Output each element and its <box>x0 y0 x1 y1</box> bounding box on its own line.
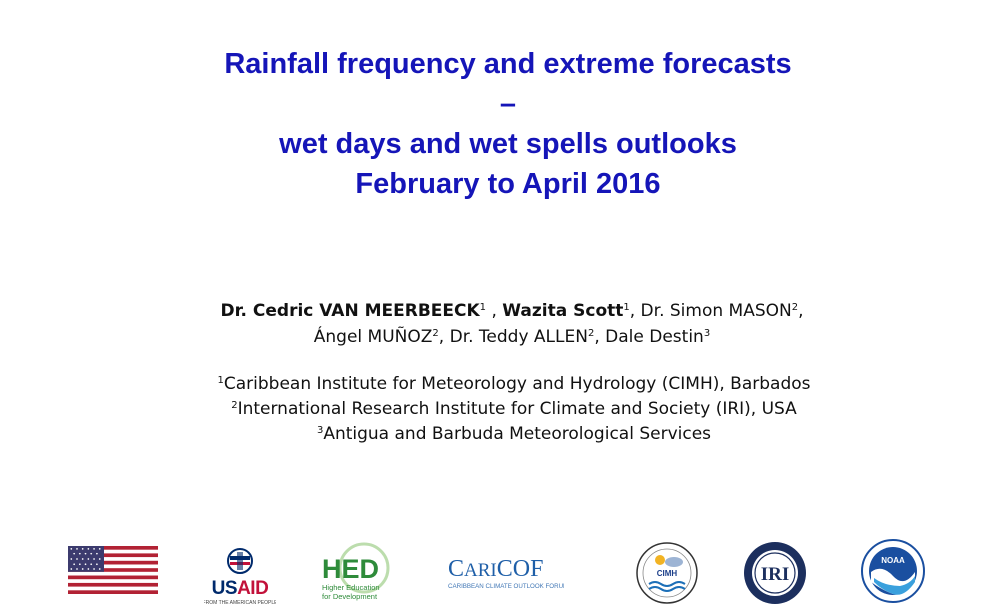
author-affil-sup: 3 <box>703 328 711 339</box>
title-line-3: wet days and wet spells outlooks <box>279 128 737 160</box>
svg-text:for Development: for Development <box>322 592 378 601</box>
affiliation-item <box>0 397 1008 422</box>
hed-logo <box>318 538 390 608</box>
author-line-2 <box>0 324 1008 350</box>
svg-text:FROM THE AMERICAN PEOPLE: FROM THE AMERICAN PEOPLE <box>204 600 276 606</box>
author-name: Dr. Cedric VAN MEERBEECK <box>220 301 480 321</box>
caricof-logo <box>446 552 564 592</box>
author-list <box>0 298 1008 350</box>
affiliation-item <box>0 372 1008 397</box>
affiliation-sup: 1 <box>217 375 224 386</box>
author-name: Ángel MUÑOZ <box>313 327 433 347</box>
cimh-logo <box>634 538 700 608</box>
affiliation-list <box>0 372 1008 447</box>
us-flag-logo <box>68 546 158 594</box>
affiliation-sup: 3 <box>316 425 324 436</box>
iri-logo <box>742 540 808 606</box>
svg-text:CARIBBEAN CLIMATE OUTLOOK FORU: CARIBBEAN CLIMATE OUTLOOK FORUM <box>448 583 564 590</box>
affiliation-text: Antigua and Barbuda Meteorological Services <box>323 424 712 444</box>
affiliation-item <box>0 422 1008 447</box>
svg-text:HED: HED <box>322 554 380 584</box>
affiliation-sup: 2 <box>231 400 238 411</box>
sponsor-logo-strip <box>0 534 1008 608</box>
affiliation-text: Caribbean Institute for Meteorology and Hydrology (CIMH), Barbados <box>223 374 811 394</box>
title-dash: – <box>499 88 517 120</box>
author-separator: , <box>798 301 804 321</box>
author-line-1 <box>0 298 1008 324</box>
author-affil-sup: 1 <box>479 302 487 313</box>
noaa-logo <box>860 538 926 604</box>
author-affil-sup: 2 <box>791 302 799 313</box>
svg-text:IRI: IRI <box>760 564 790 585</box>
author-name: Wazita Scott <box>502 301 624 321</box>
author-name: , Dr. Simon MASON <box>629 301 792 321</box>
title-line-4: February to April 2016 <box>355 168 661 200</box>
svg-text:USAID: USAID <box>211 578 269 599</box>
usaid-logo <box>204 546 276 606</box>
author-separator: , <box>486 301 503 321</box>
svg-text:Higher Education: Higher Education <box>322 583 380 592</box>
affiliation-text: International Research Institute for Climate and Society (IRI), USA <box>237 399 797 419</box>
author-affil-sup: 2 <box>432 328 439 339</box>
svg-text:CIMH: CIMH <box>656 569 678 578</box>
title-line-1: Rainfall frequency and extreme forecasts <box>224 48 792 80</box>
author-name: , Dr. Teddy ALLEN <box>438 327 588 347</box>
svg-text:NOAA: NOAA <box>881 556 905 565</box>
author-name: , Dale Destin <box>594 327 704 347</box>
author-affil-sup: 2 <box>587 328 595 339</box>
author-affil-sup: 1 <box>623 302 630 313</box>
title-block <box>0 44 1008 204</box>
svg-text:CARICOF: CARICOF <box>448 556 544 582</box>
